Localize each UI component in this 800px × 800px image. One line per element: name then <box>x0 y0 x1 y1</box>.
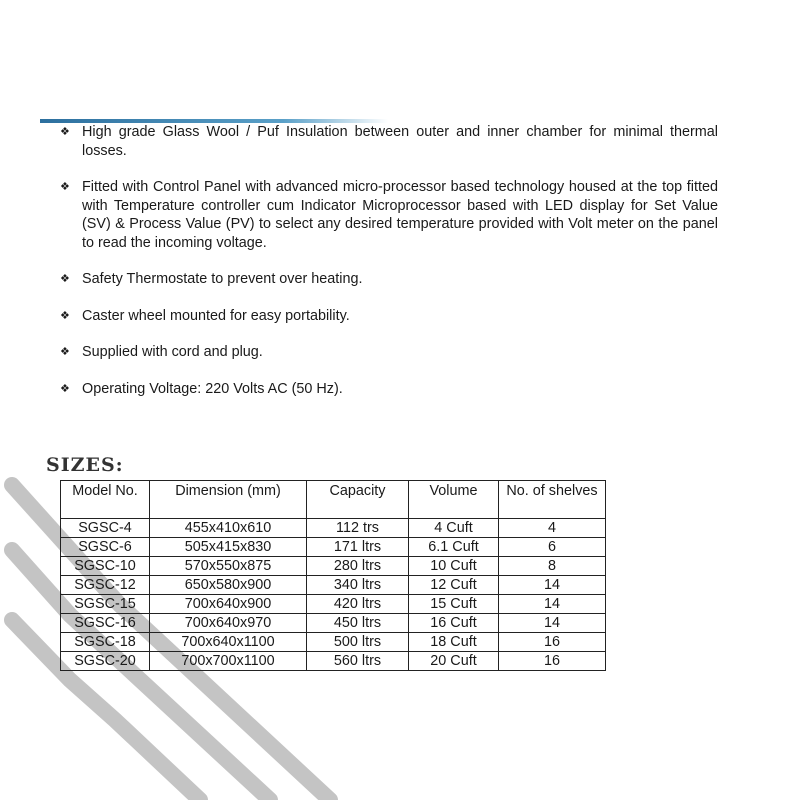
cell-volume: 18 Cuft <box>409 633 499 652</box>
cell-shelves: 14 <box>499 614 606 633</box>
cell-shelves: 14 <box>499 595 606 614</box>
feature-text: Caster wheel mounted for easy portability. <box>82 307 350 324</box>
cell-volume: 6.1 Cuft <box>409 538 499 557</box>
cell-capacity: 500 ltrs <box>307 633 409 652</box>
cell-model: SGSC-16 <box>61 614 150 633</box>
table-row <box>61 614 606 633</box>
feature-text: Safety Thermostate to prevent over heating. <box>82 271 363 287</box>
cell-model: SGSC-10 <box>61 557 150 576</box>
diamond-bullet-icon: ❖ <box>60 181 70 193</box>
cell-model: SGSC-12 <box>61 576 150 595</box>
feature-text: High grade Glass Wool / Puf Insulation between outer and inner chamber for minimal thermal losses. <box>82 124 718 159</box>
cell-model: SGSC-15 <box>61 595 150 614</box>
cell-shelves: 14 <box>499 576 606 595</box>
cell-shelves: 8 <box>499 557 606 576</box>
feature-text: Operating Voltage: 220 Volts AC (50 Hz). <box>82 380 343 397</box>
cell-dimension: 700x700x1100 <box>150 652 307 671</box>
cell-capacity: 340 ltrs <box>307 576 409 595</box>
sizes-table <box>60 480 606 671</box>
cell-dimension: 650x580x900 <box>150 576 307 595</box>
feature-item <box>60 307 718 326</box>
sizes-heading: SIZES: <box>46 454 124 476</box>
diamond-bullet-icon: ❖ <box>60 346 70 358</box>
cell-capacity: 450 ltrs <box>307 614 409 633</box>
table-row <box>61 633 606 652</box>
cell-shelves: 16 <box>499 652 606 671</box>
diamond-bullet-icon: ❖ <box>60 273 70 285</box>
cell-capacity: 420 ltrs <box>307 595 409 614</box>
table-row <box>61 538 606 557</box>
column-header-capacity: Capacity <box>307 481 409 519</box>
cell-shelves: 6 <box>499 538 606 557</box>
cell-shelves: 4 <box>499 519 606 538</box>
cell-dimension: 700x640x900 <box>150 595 307 614</box>
column-header-dimension: Dimension (mm) <box>150 481 307 519</box>
cell-capacity: 280 ltrs <box>307 557 409 576</box>
feature-item <box>60 123 718 160</box>
diamond-bullet-icon: ❖ <box>60 309 70 322</box>
table-row <box>61 519 606 538</box>
column-header-model: Model No. <box>61 481 150 519</box>
table-row <box>61 557 606 576</box>
feature-text: Supplied with cord and plug. <box>82 344 263 360</box>
feature-item <box>60 343 718 362</box>
cell-dimension: 505x415x830 <box>150 538 307 557</box>
cell-dimension: 570x550x875 <box>150 557 307 576</box>
table-row <box>61 576 606 595</box>
table-row <box>61 595 606 614</box>
diamond-bullet-icon: ❖ <box>60 382 70 395</box>
cell-volume: 20 Cuft <box>409 652 499 671</box>
cell-shelves: 16 <box>499 633 606 652</box>
diamond-bullet-icon: ❖ <box>60 126 70 138</box>
feature-item <box>60 178 718 252</box>
column-header-volume: Volume <box>409 481 499 519</box>
cell-dimension: 455x410x610 <box>150 519 307 538</box>
cell-volume: 16 Cuft <box>409 614 499 633</box>
cell-model: SGSC-18 <box>61 633 150 652</box>
cell-capacity: 112 trs <box>307 519 409 538</box>
feature-item <box>60 270 718 289</box>
cell-dimension: 700x640x1100 <box>150 633 307 652</box>
feature-item <box>60 380 718 399</box>
column-header-shelves: No. of shelves <box>499 481 606 519</box>
feature-text: Fitted with Control Panel with advanced micro-processor based technology housed at the top fitted with Temperature controller cum Indicator Microprocessor based with LED display for Set Value (SV) & Process Value (PV) to select any desired temperature provided with Volt meter on the panel to read the incoming voltage. <box>82 179 718 251</box>
table-row <box>61 652 606 671</box>
cell-model: SGSC-20 <box>61 652 150 671</box>
cell-volume: 4 Cuft <box>409 519 499 538</box>
cell-capacity: 171 ltrs <box>307 538 409 557</box>
cell-volume: 12 Cuft <box>409 576 499 595</box>
cell-volume: 15 Cuft <box>409 595 499 614</box>
cell-capacity: 560 ltrs <box>307 652 409 671</box>
table-header-row <box>61 481 606 519</box>
cell-model: SGSC-4 <box>61 519 150 538</box>
feature-list <box>60 123 718 416</box>
cell-dimension: 700x640x970 <box>150 614 307 633</box>
cell-volume: 10 Cuft <box>409 557 499 576</box>
cell-model: SGSC-6 <box>61 538 150 557</box>
